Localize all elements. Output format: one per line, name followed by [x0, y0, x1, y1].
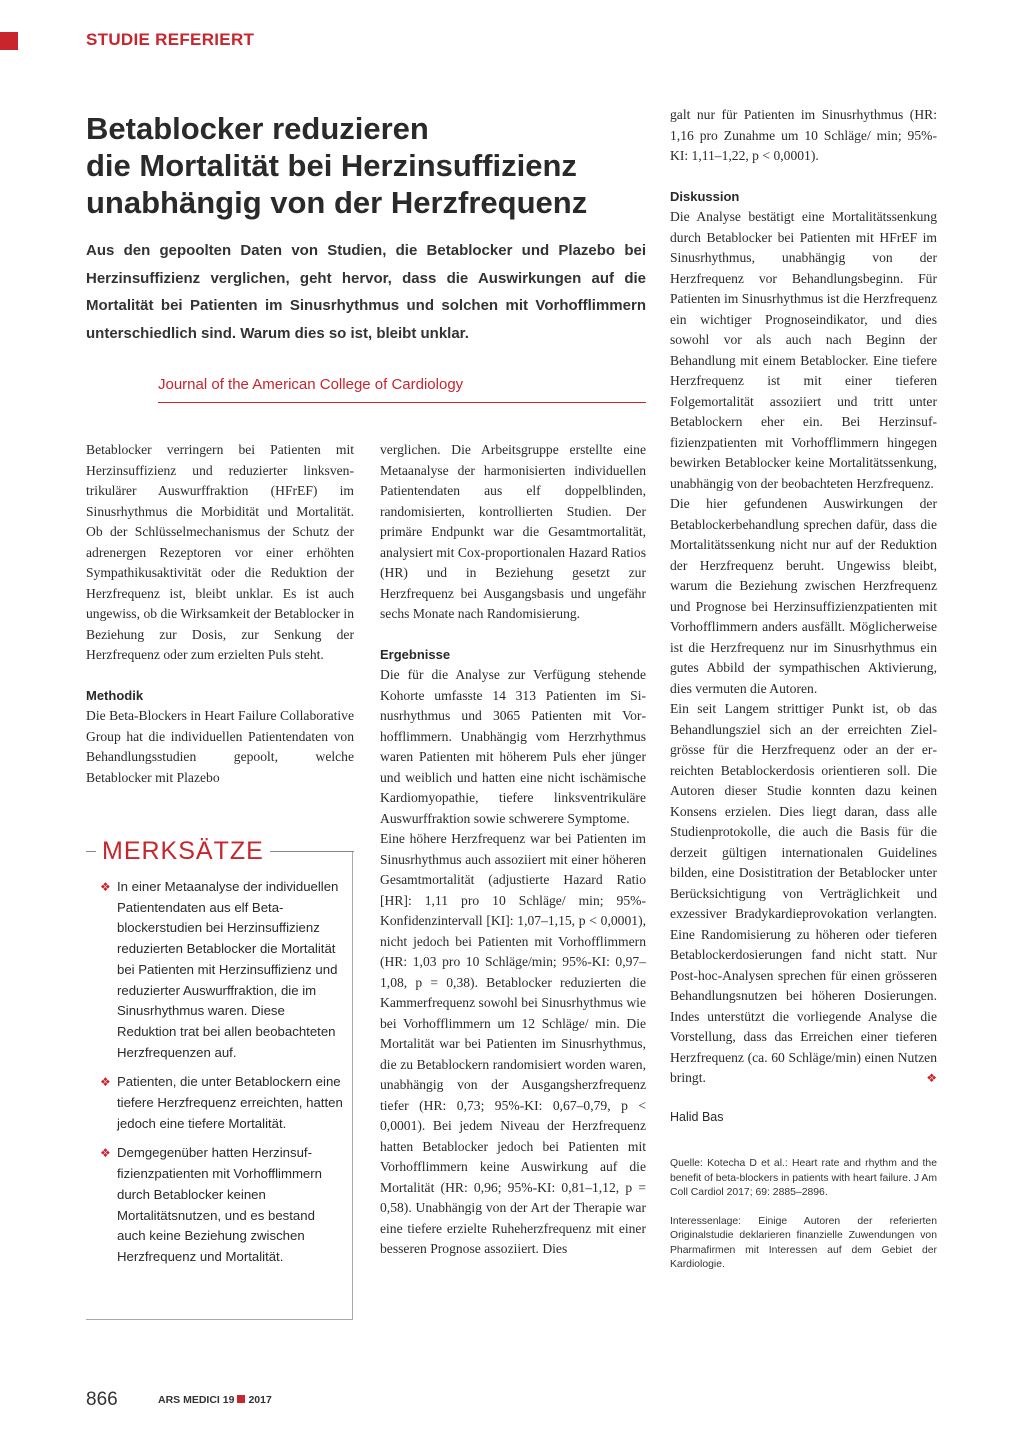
section-label: STUDIE REFERIERT — [86, 30, 255, 49]
title-line: Betablocker reduzieren — [86, 111, 429, 146]
title-line: unabhängig von der Herzfrequenz — [86, 185, 588, 220]
article-lead: Aus den gepoolten Daten von Studien, die Betablocker und Plazebo bei Herzinsuffizienz verglichen, geht hervor, dass die Auswirkungen auf die Mortalität bei Patienten im Sinusrhythmus und solchen mit Vorhofflimmern unterschiedlich sind. Warum dies so ist, bleibt unklar. — [86, 242, 646, 342]
conflict-note: Interessenlage: Einige Autoren der referierten Originalstudie deklarieren finanzielle Zuwendungen von Pharmafirmen mit Interessen auf dem Gebiet der Kardiologie. — [670, 1215, 937, 1270]
box-top-rule — [270, 851, 354, 852]
methodik-paragraph: Die Beta-Blockers in Heart Failure Collaborative Group hat die individuellen Patientendaten von Behandlungsstudien gepoolt, welche Betablocker mit Plazebo — [86, 708, 354, 785]
column-3 — [670, 105, 937, 1273]
diamond-end-icon: ❖ — [926, 1071, 937, 1085]
magazine-year: 2017 — [248, 1394, 272, 1406]
list-item-text: Demgegenüber hatten Herzinsuffizienzpatienten mit Vorhofflimmern durch Betablocker keinen Mortalitätsnutzen, und es bestand auch keine Beziehung zwischen Herzfrequenz und Mortalität. — [117, 1145, 322, 1264]
list-item-text: In einer Metaanalyse der individuellen Patientendaten aus elf Betablockerstudien bei Herzinsuffizienz reduzierten Betablocker die Mortalität bei Patienten mit Herzinsuffizienz und reduzierter Auswurffraktion, die im Sinusrhythmus waren. Diese Reduktion trat bei allen beobachteten Herzfrequenzen auf. — [117, 879, 339, 1060]
column-1 — [86, 440, 354, 788]
methodik-continuation: verglichen. Die Arbeitsgruppe erstellte eine Metaanalyse der harmonisierten individuellen Patientendaten aus elf doppelblinden, randomisierten, kontrollierten Studien. Der primäre Endpunkt war die Gesamtmortalität, analysiert mit Cox-proportionalen Hazard Ratios (HR) und in Beziehung gesetzt zur Herzfrequenz bei Ausgangsbasis und ungefähr sechs Monate nach Randomisierung. — [380, 442, 646, 621]
author-name: Halid Bas — [670, 1109, 724, 1124]
diamond-bullet-icon: ❖ — [100, 1075, 111, 1090]
diskussion-paragraph: Die Analyse bestätigt eine Mortalitätssenkung durch Betablocker bei Patienten mit HFrEF im Sinusrhythmus, unabhängig von der Herzfrequenz vor Behandlungsbeginn. Für Patienten im Sinusrhythmus ist die Herzfrequenz ein wichtiger Prognoseindikator, und dies sowohl vor als auch nach Beginn der Behandlung mit einem Betablocker. Eine tiefere Herzfrequenz ist mit einer tieferen Folgemortalität assoziiert und tritt unter Betablockern eher ein. Bei Herzinsuffizienzpatienten mit Vorhofflimmern hingegen bewirken Betablocker keine Mortalitätssenkung, unabhängig von der beobachteten Herzfrequenz. — [670, 209, 937, 491]
diskussion-heading: Diskussion — [670, 188, 740, 204]
ergebnisse-paragraph: Die für die Analyse zur Verfügung stehende Kohorte umfasste 14 313 Patienten im Sinusrhythmus und 3065 Patienten mit Vorhofflimmern. Unabhängig vom Herzrhythmus waren Patienten mit höherem Puls eher jünger und weiblich und hatten eine nicht ischämische Kardiomyopathie, tiefere linksventrikuläre Auswurffraktion sowie schwerere Symptome. — [380, 667, 646, 826]
footer-magazine — [158, 1394, 272, 1406]
intro-paragraph: Betablocker verringern bei Patienten mit Herzinsuffizienz und reduzierter linksventrikulärer Auswurffraktion (HFrEF) im Sinusrhythmus die Morbidität und Mortalität. Ob der Schlüsselmechanismus der Schutz der adrenergen Rezeptoren vor einer erhöhten Sympathikusaktivität oder die Reduktion der Herzfrequenz ist, bleibt unklar. Es ist auch ungewiss, ob die Wirksamkeit der Betablocker in Beziehung zur Dosis, zur Senkung der Herzfrequenz oder zum erzielten Puls steht. — [86, 442, 354, 662]
list-item — [100, 1072, 344, 1134]
key-points-list — [100, 877, 344, 1277]
box-title: MERKSÄTZE — [102, 837, 264, 865]
title-line: die Mortalität bei Herzinsuffizienz — [86, 148, 577, 183]
diamond-bullet-icon: ❖ — [100, 880, 111, 894]
footer-separator — [237, 1395, 245, 1403]
source-note: Quelle: Kotecha D et al.: Heart rate and rhythm and the benefit of beta-blockers in patients with heart failure. J Am Coll Cardiol 2017; 69: 2885–2896. — [670, 1158, 937, 1198]
section-marker — [0, 32, 18, 50]
magazine-issue: ARS MEDICI 19 — [158, 1394, 235, 1406]
page-number: 866 — [86, 1389, 118, 1410]
diskussion-text: Ein seit Langem strittiger Punkt ist, ob das Behandlungsziel sich an der erreichten Zielgrösse für die Herzfrequenz oder an der erreichten Betablockerdosis orientieren soll. Die Autoren dieser Studie konnten dazu keinen Konsens erzielen. Dies liegt daran, dass alle Studienprotokolle, die auch die Basis für die derzeit gültigen internationalen Guidelines bilden, eine Dosistitration der Betablocker unter Berücksichtigung von Verträglichkeit und exzessiver Bradykardieprovokation verlangten. Eine Randomisierung zu höheren oder tieferen Betablockerdosierungen fand nicht statt. Nur Post-hoc-Analysen sprechen für einen grösseren Behandlungsnutzen bei höheren Dosierungen. Indes unterstützt die vorliegende Analyse die Vorstellung, dass das Erreichen einer tieferen Herzfrequenz (ca. 60 Schläge/min) einen Nutzen bringt. — [670, 701, 937, 1085]
box-top-rule — [86, 851, 96, 852]
journal-name: Journal of the American College of Cardiology — [158, 376, 646, 403]
methodik-heading: Methodik — [86, 687, 144, 703]
diskussion-paragraph — [670, 699, 937, 1089]
ergebnisse-paragraph: Eine höhere Herzfrequenz war bei Patienten im Sinusrhythmus auch assoziiert mit einer höheren Gesamtmortalität (adjustierte Hazard Ratio [HR]: 1,11 pro 10 Schläge/ min; 95%-Konfidenzintervall [KI]: 1,07–1,15, p < 0,0001), nicht jedoch bei Patienten mit Vorhofflimmern (HR: 1,03 pro 10 Schläge/min; 95%-KI: 0,97–1,08, p = 0,38). Betablocker reduzierten die Kammerfrequenz sowohl bei Sinusrhythmus wie bei Vorhofflimmern um 12 Schläge/ min. Die Mortalität war bei Patienten im Sinusrhythmus, die zu Betablockern randomisiert worden waren, unabhängig von der Ausgangsherzfrequenz tiefer (HR: 0,73; 95%-KI: 0,67–0,79, p < 0,0001). Bei jedem Niveau der Herzfrequenz hatten Betablocker jedoch bei Patienten mit Vorhofflimmern keine Auswirkung auf die Mortalität (HR: 0,96; 95%-KI: 0,81–1,12, p = 0,58). Unabhängig von der Art der Therapie war eine tiefere erzielte Ruheherzfrequenz mit einer besseren Prognose assoziiert. Dies — [380, 831, 646, 1256]
ergebnisse-heading: Ergebnisse — [380, 646, 451, 662]
list-item-text: Patienten, die unter Betablockern eine tiefere Herzfrequenz erreichten, hatten jedoch eine tiefere Mortalität. — [117, 1074, 343, 1131]
ergebnisse-continuation: galt nur für Patienten im Sinusrhythmus (HR: 1,16 pro Zunahme um 10 Schläge/ min; 95%-KI: 1,11–1,22, p < 0,0001). — [670, 107, 937, 163]
column-2 — [380, 440, 646, 1260]
diamond-bullet-icon: ❖ — [100, 1146, 111, 1161]
key-points-box — [86, 835, 354, 1321]
list-item — [100, 877, 344, 1063]
diskussion-paragraph: Die hier gefundenen Auswirkungen der Betablockerbehandlung sprechen dafür, dass die Mortalitätssenkung nicht nur auf der Reduktion der Herzfrequenz beruht. Ungewiss bleibt, warum die Beziehung zwischen Herzfrequenz und Prognose bei Herzinsuffizienzpatienten mit Vorhofflimmern anders ausfällt. Möglicherweise ist die Herzfrequenz nur im Sinusrhythmus ein gutes Abbild der sympathischen Aktivierung, dies vermuten die Autoren. — [670, 496, 937, 696]
article-title — [86, 110, 646, 221]
list-item — [100, 1143, 344, 1267]
